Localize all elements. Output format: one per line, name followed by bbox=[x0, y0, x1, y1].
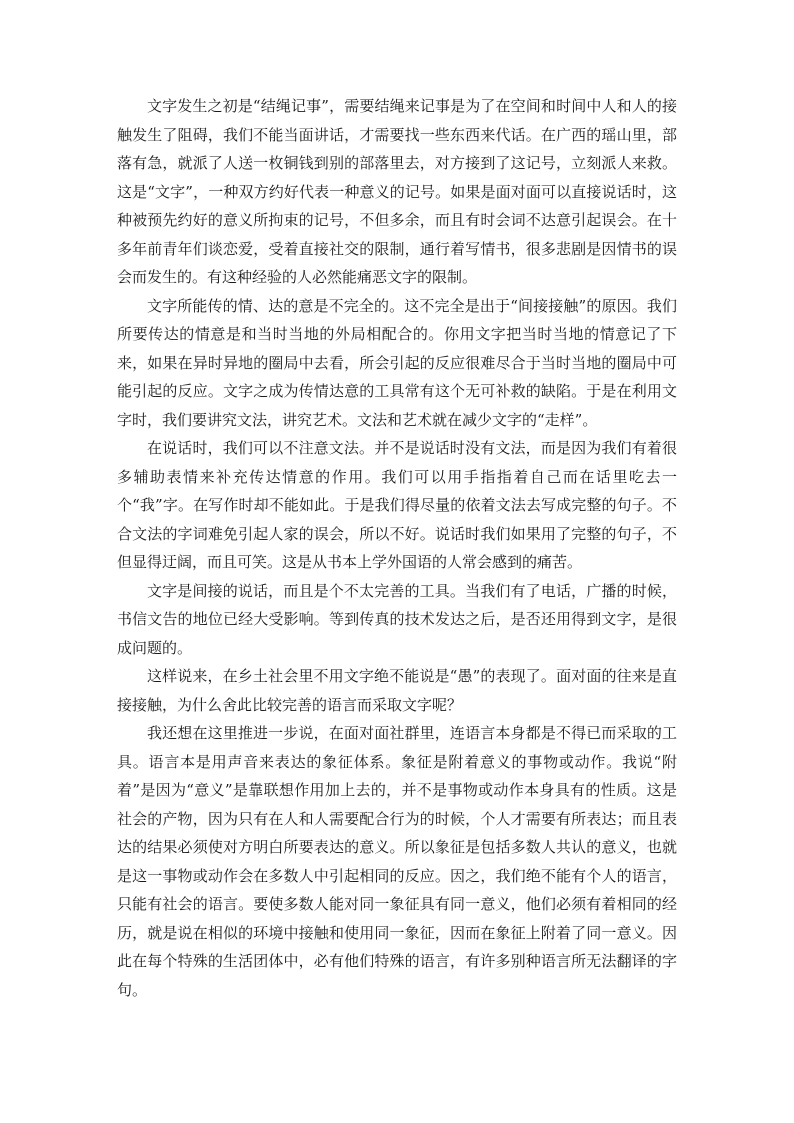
paragraph-4: 文字是间接的说话，而且是个不太完善的工具。当我们有了电话，广播的时候，书信文告的地位已经大受影响。等到传真的技术发达之后，是否还用得到文字，是很成问题的。 bbox=[117, 581, 677, 657]
paragraph-2: 文字所能传的情、达的意是不完全的。这不完全是出于“间接接触”的原因。我们所要传达的情意是和当时当地的外局相配合的。你用文字把当时当地的情意记了下来，如果在异时异地的圈局中去看，所会引起的反应很难尽合于当时当地的圈局中可能引起的反应。文字之成为传情达意的工具常有这个无可补救的缺陷。于是在利用文字时，我们要讲究文法，讲究艺术。文法和艺术就在减少文字的“走样”。 bbox=[117, 296, 677, 429]
paragraph-6: 我还想在这里推进一步说，在面对面社群里，连语言本身都是不得已而采取的工具。语言本是用声音来表达的象征体系。象征是附着意义的事物或动作。我说“附着”是因为“意义”是靠联想作用加上去的，并不是事物或动作本身具有的性质。这是社会的产物，因为只有在人和人需要配合行为的时候，个人才需要有所表达；而且表达的结果必须使对方明白所要表达的意义。所以象征是包括多数人共认的意义，也就是这一事物或动作会在多数人中引起相同的反应。因之，我们绝不能有个人的语言，只能有社会的语言。要使多数人能对同一象征具有同一意义，他们必须有着相同的经历，就是说在相似的环境中接触和使用同一象征，因而在象征上附着了同一意义。因此在每个特殊的生活团体中，必有他们特殊的语言，有许多别种语言所无法翻译的字句。 bbox=[117, 724, 677, 999]
paragraph-1: 文字发生之初是“结绳记事”，需要结绳来记事是为了在空间和时间中人和人的接触发生了阻碍，我们不能当面讲话，才需要找一些东西来代话。在广西的瑶山里，部落有急，就派了人送一枚铜钱到别的部落里去，对方接到了这记号，立刻派人来救。这是“文字”，一种双方约好代表一种意义的记号。如果是面对面可以直接说话时，这种被预先约好的意义所拘束的记号，不但多余，而且有时会词不达意引起误会。在十多年前青年们谈恋爱，受着直接社交的限制，通行着写情书，很多悲剧是因情书的误会而发生的。有这种经验的人必然能痛恶文字的限制。 bbox=[117, 97, 677, 286]
document-body bbox=[117, 92, 677, 1004]
paragraph-5: 这样说来，在乡土社会里不用文字绝不能说是“愚”的表现了。面对面的往来是直接接触，为什么舍此比较完善的语言而采取文字呢？ bbox=[117, 667, 677, 714]
paragraph-3: 在说话时，我们可以不注意文法。并不是说话时没有文法，而是因为我们有着很多辅助表情来补充传达情意的作用。我们可以用手指指着自己而在话里吃去一个“我”字。在写作时却不能如此。于是我们得尽量的依着文法去写成完整的句子。不合文法的字词难免引起人家的误会，所以不好。说话时我们如果用了完整的句子，不但显得迂阔，而且可笑。这是从书本上学外国语的人常会感到的痛苦。 bbox=[117, 439, 677, 571]
